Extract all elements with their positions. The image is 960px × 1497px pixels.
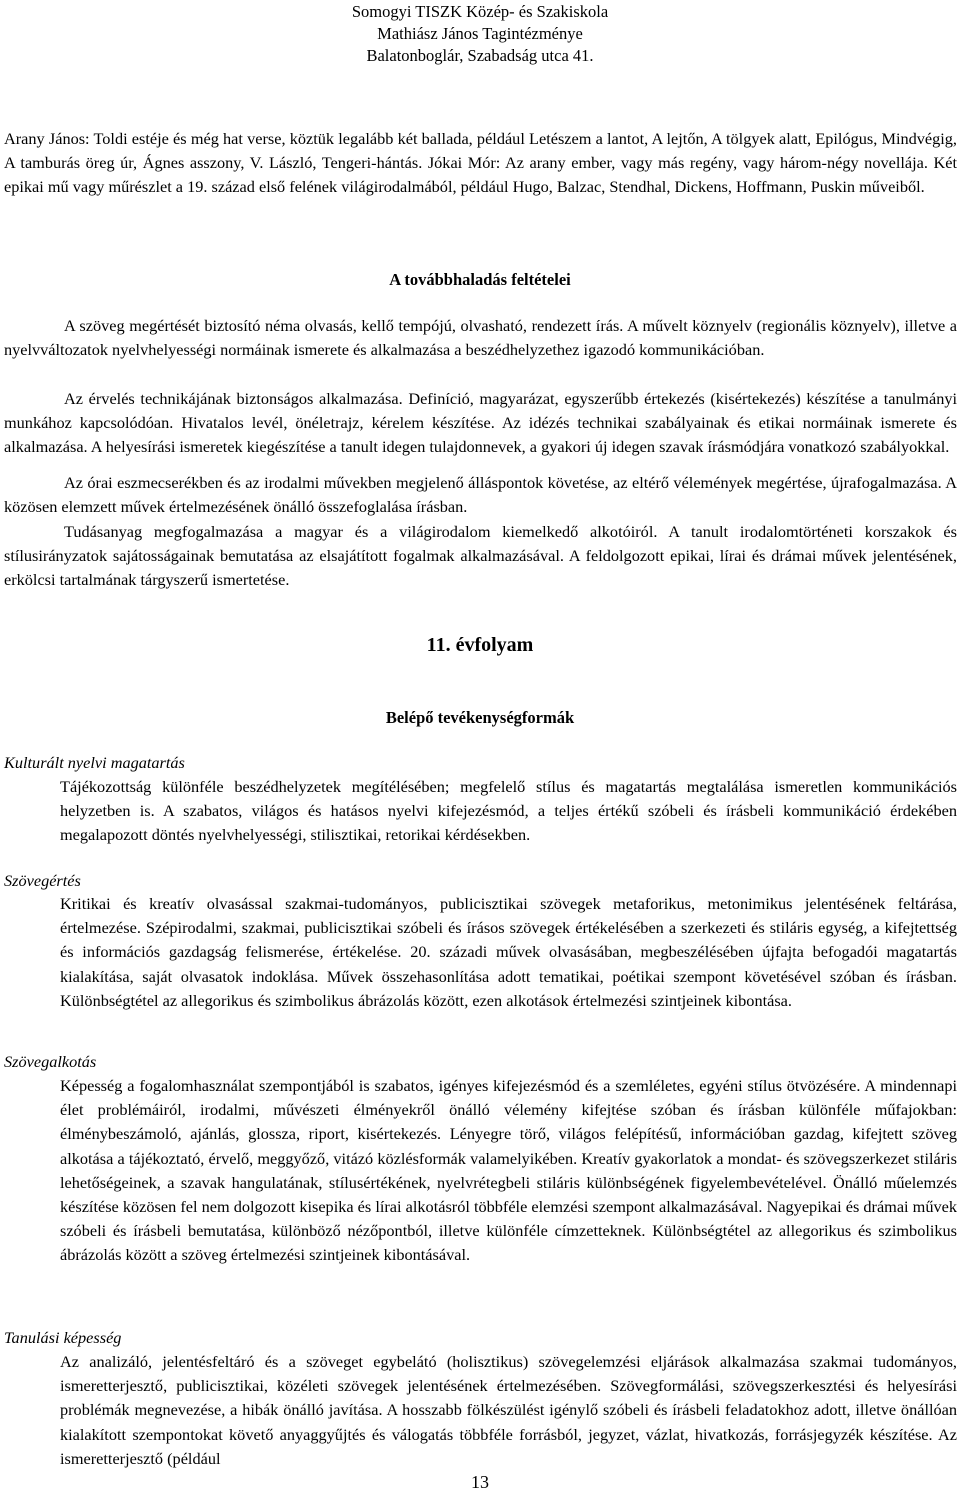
block-label-communication: Kulturált nyelvi magatartás <box>4 753 185 772</box>
progression-paragraph-1: A szöveg megértését biztosító néma olvasás, kellő tempójú, olvasható, rendezett írás. A művelt köznyelv (regionális köznyelv), illetve a nyelvváltozatok nyelvhelyességi normáinak ismerete és alkalmazása a beszédhelyzethez igazodó kommunikációban. <box>4 316 957 360</box>
grade-heading: 11. évfolyam <box>426 634 534 656</box>
block-text-communication: Tájékozottság különféle beszédhelyzetek megítélésében; megfelelő stílus és magatartás megtalálása ismeretlen kommunikációs helyzetben is. A szabatos, világos és hatásos nyelvi kifejezésmód, a teljes értékű szóbeli és írásbeli kommunikáció érdekében megalapozott döntés nyelvhelyességi, stilisztikai, retorikai kérdésekben. <box>60 777 957 845</box>
intro-paragraph: Arany János: Toldi estéje és még hat verse, köztük legalább két ballada, például Letészem a lantot, A lejtőn, A tölgyek alatt, Epilógus, Mindvégig, A tamburás öreg úr, Ágnes asszony, V. László, Tengeri-hántás. Jókai Mór: Az arany ember, vagy más regény, vagy három-négy novellája. Két epikai mű vagy műrészlet a 19. század első felének világirodalmából, például Hugo, Balzac, Stendhal, Dickens, Hoffmann, Puskin műveiből. <box>4 129 957 197</box>
page-number: 13 <box>471 1472 489 1492</box>
progression-paragraph-2: Az érvelés technikájának biztonságos alkalmazása. Definíció, magyarázat, egyszerűbb értekezés (kisértekezés) készítése a tanulmányi munkához kapcsolódóan. Hivatalos levél, önéletrajz, kérelem készítése. Az idézés technikai szabályainak és etikai normáinak ismerete és alkalmazása. A helyesírási ismeretek kiegészítése a tanult idegen tulajdonnevek, a gyakori új idegen szavak írásmódjára vonatkozó szabályokkal. <box>4 389 957 457</box>
block-label-composition: Szövegalkotás <box>4 1052 97 1071</box>
block-text-composition: Képesség a fogalomhasználat szempontjából is szabatos, igényes kifejezésmód és a szemléletes, egyéni stílus ötvözésére. A mindennapi élet problémáiról, irodalmi, művészeti élményekről önálló vélemény kifejtése szóban és írásban különféle műfajokban: élménybeszámoló, ajánlás, glossza, riport, kisértekezés. Lényegre törő, világos felépítésű, információban gazdag, kifejtett szöveg alkotása a tájékoztató, érvelő, meggyőző, vitázó közlésformák valamelyikében. Kreatív gyakorlatok a mondat- és szövegszerkezet stiláris lehetőségeinek, a szavak hangulatának, stílusértékének, nyelvrétegbeli stiláris különbségének figyelembevételével. Önálló műelemzés készítése közösen fel nem dolgozott kisepika és lírai alkotásról többféle elemzési szempont alkalmazásával. Nagyepikai és drámai művek szóbeli és írásbeli bemutatása, különböző nézőpontból, illetve különféle címzetteknek. Különbségtétel az allegorikus és szimbolikus ábrázolás között a szöveg értelmezési szintjeinek kibontásával. <box>60 1076 957 1265</box>
header-institution: Somogyi TISZK Közép- és Szakiskola <box>351 2 609 21</box>
block-text-learning: Az analizáló, jelentésfeltáró és a szöveget egybelátó (holisztikus) szövegelemzési eljárások alkalmazása szakmai tudományos, ismeretterjesztő, publicisztikai, közéleti szövegek jelentésének értelmezésében. Szövegformálási, szövegszerkesztési és helyesírási problémák megnevezése, a hibák önálló javítása. A hosszabb fölkészülést igénylő szóbeli és írásbeli feladatokhoz adott, illetve önállóan kialakított szempontokat követő anyaggyűjtés és válogatás többféle forrásból, jegyzet, vázlat, hivatkozás, forrásjegyzék készítése. Az ismeretterjesztő (például <box>60 1352 957 1468</box>
block-label-learning: Tanulási képesség <box>4 1328 122 1347</box>
header-unit: Mathiász János Tagintézménye <box>377 24 583 43</box>
header-address: Balatonboglár, Szabadság utca 41. <box>366 46 594 65</box>
progression-paragraph-4: Tudásanyag megfogalmazása a magyar és a világirodalom kiemelkedő alkotóiról. A tanult irodalomtörténeti korszakok és stílusirányzatok sajátosságainak bemutatása az elsajátított fogalmak alkalmazásával. A feldolgozott epikai, lírai és drámai művek jelentésének, erkölcsi tartalmának tárgyszerű ismertetése. <box>4 522 957 590</box>
progression-paragraph-3: Az órai eszmecserékben és az irodalmi művekben megjelenő álláspontok követése, az eltérő vélemények megértése, újrafogalmazása. A közösen elemzett művek értelmezésének önálló összefoglalása írásban. <box>4 473 957 517</box>
section-heading-activities: Belépő tevékenységformák <box>385 708 575 727</box>
section-heading-progression: A továbbhaladás feltételei <box>389 270 571 289</box>
page-header <box>0 1 960 67</box>
block-label-comprehension: Szövegértés <box>4 871 81 890</box>
block-text-comprehension: Kritikai és kreatív olvasással szakmai-tudományos, publicisztikai szövegek metaforikus, metonimikus jelentésének feltárása, értelmezése. Szépirodalmi, szakmai, publicisztikai szóbeli és írásos szövegek értékelésében a szerkezeti és stiláris egység, a kifejtettség és információs gazdagság felismerése, értékelése. 20. századi művek olvasásában, megbeszélésében újfajta befogadói magatartás kialakítása, saját olvasatok indoklása. Művek összehasonlítása adott tematikai, poétikai szempont követésével szóban és írásban. Különbségtétel az allegorikus és szimbolikus ábrázolás között, ezen alkotások értelmezési szintjeinek kibontása. <box>60 894 957 1010</box>
